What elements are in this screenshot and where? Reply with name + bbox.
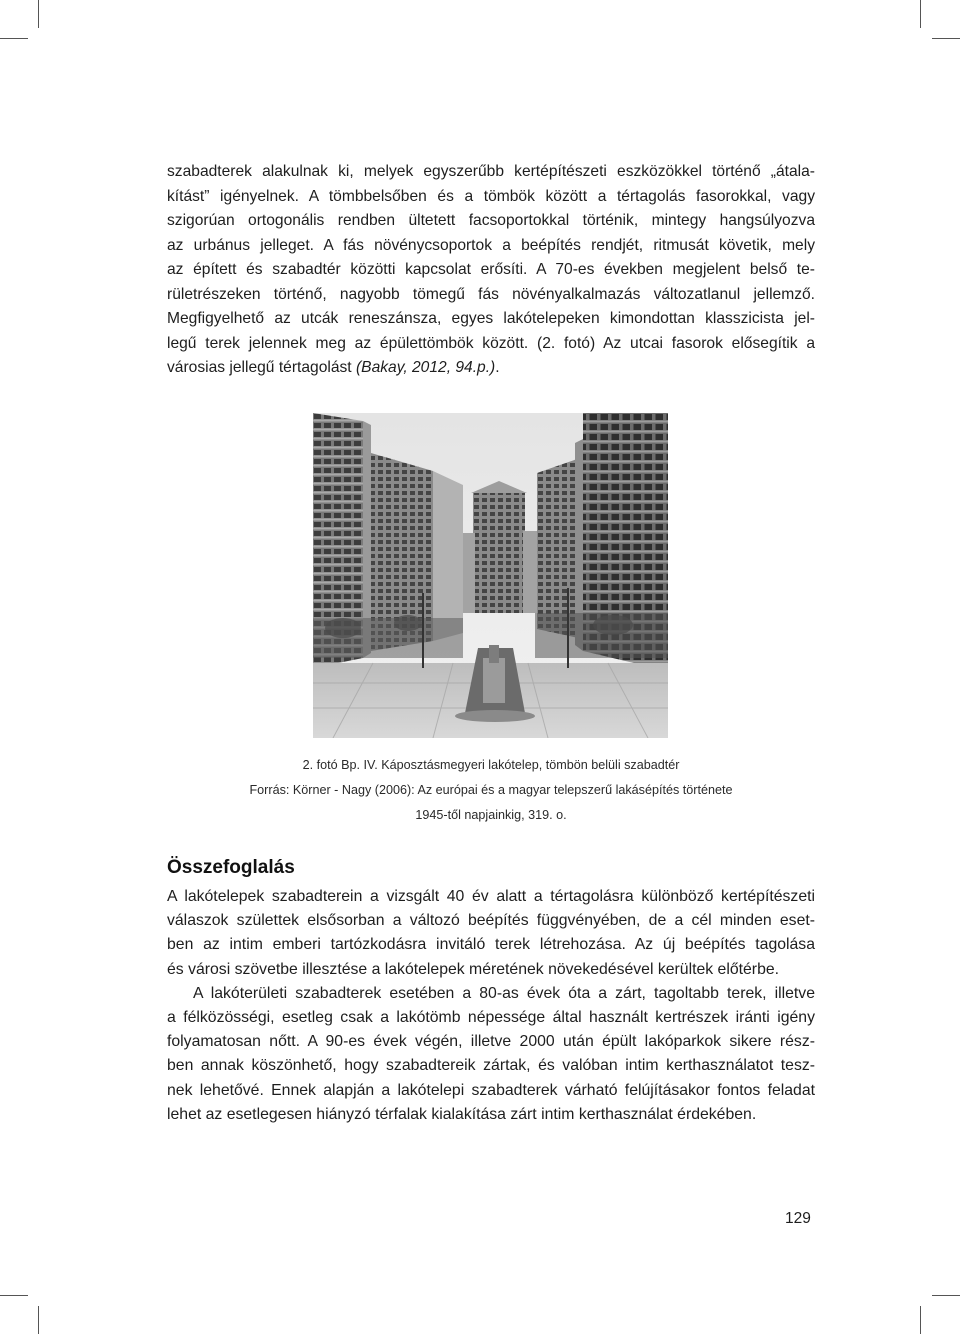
text-line: kítást” igényelnek. A tömbbelsőben és a tömbök között a tértagolás fasorokkal, vagy: [167, 187, 815, 205]
crop-mark-bottom-left-h: [0, 1295, 28, 1296]
text-line: Megfigyelhető az utcák reneszánsza, egyes lakótelepeken kimondottan klasszicista jel-: [167, 310, 815, 327]
text-line: az urbánus jelleget. A fás növénycsoportok a beépítés rendjét, ritmusát követik, mely: [167, 236, 815, 254]
crop-mark-bottom-right: [920, 1306, 921, 1334]
text-line-last-suffix: .: [495, 359, 500, 376]
text-line: válaszok születtek elsősorban a változó beépítés függvényében, de a cél minden eset-: [167, 912, 815, 930]
text-line: ben annak köszönhető, hogy szabadtereik zártak, és valóban intim kerthasználatot tesz-: [167, 1057, 815, 1075]
text-line: az épített és szabadtér közötti kapcsolat erősíti. A 70-es években megjelent belső te-: [167, 261, 815, 278]
text-line: nek lehetővé. Ennek alapján a lakótelepi szabadterek várható felújításakor fontos feladat: [167, 1081, 815, 1099]
text-line: szabadterek alakulnak ki, melyek egyszerűbb kertépítészeti eszközökkel történő „átala-: [167, 163, 815, 180]
text-line: ben az intim emberi tartózkodásra invitáló terek létrehozása. Az új beépítés tagolása: [167, 936, 815, 954]
text-line: A lakóterületi szabadterek esetében a 80-as évek óta a zárt, tagoltabb terek, illetve: [193, 984, 815, 1002]
text-line: lehet az esetlegesen hiányzó térfalak kialakítása zárt intim kerthasználat érdekében.: [167, 1105, 757, 1123]
section-heading: Összefoglalás: [167, 857, 295, 878]
crop-mark-top-right-h: [932, 38, 960, 39]
intro-paragraph: [167, 160, 815, 381]
housing-estate-photo: [313, 413, 668, 738]
figure-source-continued: 1945-től napjainkig, 319. o.: [415, 808, 567, 822]
crop-mark-bottom-left: [38, 1306, 39, 1334]
crop-mark-top-right: [920, 0, 921, 28]
text-line: szigorúan ortogonális rendben ültetett facsoportokkal történik, mintegy hangsúlyozva: [167, 212, 815, 229]
text-line: rületrészeken történő, nagyobb tömegű fás növényalkalmazás változatlanul jellemző.: [167, 285, 815, 303]
figure-caption: 2. fotó Bp. IV. Káposztásmegyeri lakótelep, tömbön belüli szabadtér: [302, 758, 680, 772]
text-line-last-prefix: városias jellegű tértagolást: [167, 359, 356, 376]
crop-mark-top-left: [38, 0, 39, 28]
text-line: folyamatosan nőtt. A 90-es évek végén, illetve 2000 után épült lakóparkok sikere rész-: [167, 1033, 815, 1051]
text-line: és városi szövetbe illesztése a lakótelepek méretének növekedésével kerültek előtérbe.: [167, 960, 780, 978]
text-line: A lakótelepek szabadterein a vizsgált 40 év alatt a tértagolásra különböző kertépítészeti: [167, 888, 815, 905]
crop-mark-top-left-h: [0, 38, 28, 39]
text-line-last: [167, 356, 815, 381]
citation: (Bakay, 2012, 94.p.): [355, 359, 496, 376]
summary-paragraph: [167, 885, 815, 1127]
text-line: a félközösségi, esetleg csak a lakótömb népessége által használt kertrészek iránti igény: [167, 1009, 815, 1027]
text-line: legű terek jelennek meg az épülettömbök között. (2. fotó) Az utcai fasorok elősegítik a: [167, 334, 815, 352]
figure-source: Forrás: Körner - Nagy (2006): Az európai és a magyar telepszerű lakásépítés története: [249, 783, 733, 797]
crop-mark-bottom-right-h: [932, 1295, 960, 1296]
page-number: 129: [785, 1210, 811, 1227]
